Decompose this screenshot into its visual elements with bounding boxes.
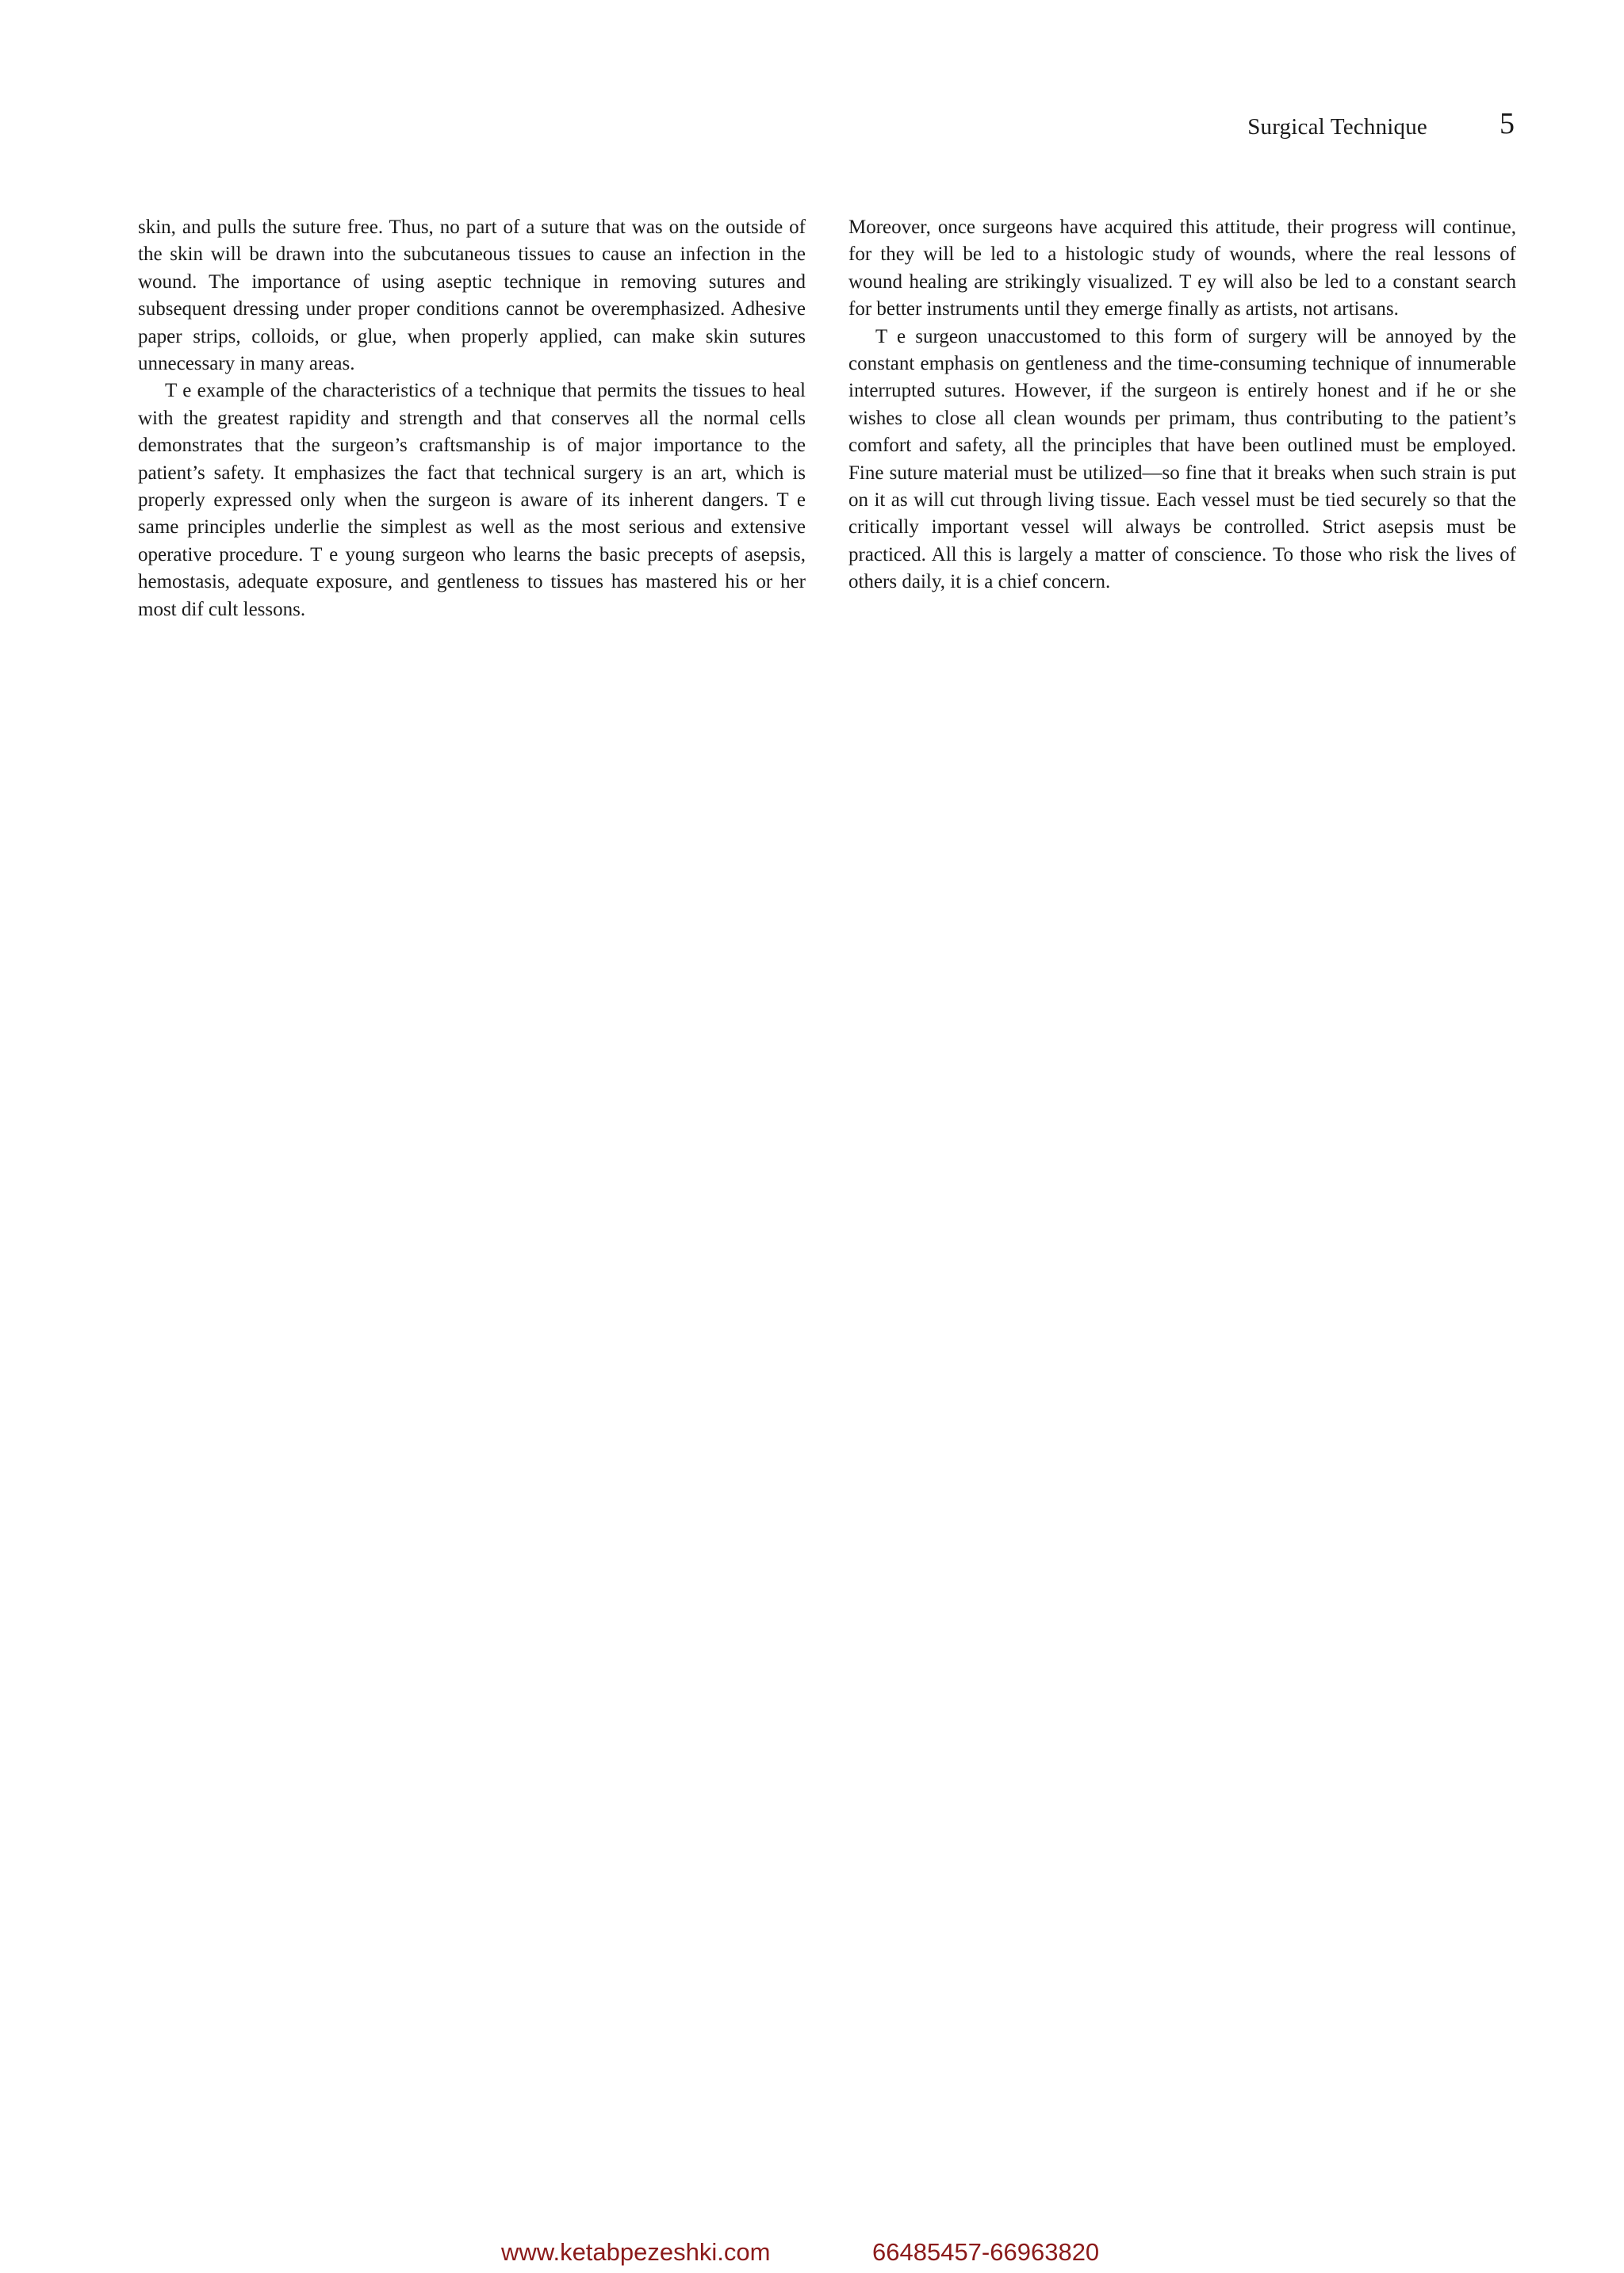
right-column: [848, 214, 1516, 596]
running-head: [1031, 109, 1515, 144]
left-paragraph-2: T e example of the characteristics of a technique that permits the tissues to heal with the greatest rapidity and strength and that conserves all the normal cells demonstrates that the surgeon’s craftsmanship is of major importance to the patient’s safety. It emphasizes the fact that technical surgery is an art, which is properly expressed only when the surgeon is aware of its inherent dangers. T e same principles underlie the simplest as well as the most serious and extensive operative procedure. T e young surgeon who learns the basic precepts of asepsis, hemostasis, adequate exposure, and gentleness to tissues has mastered his or her most dif cult lessons.: [138, 380, 806, 620]
right-paragraph-2: T e surgeon unaccustomed to this form of surgery will be annoyed by the constant emphasis on gentleness and the time-consuming technique of innumerable interrupted sutures. However, if the surgeon is entirely honest and if he or she wishes to close all clean wounds per primam, thus contributing to the patient’s comfort and safety, all the principles that have been outlined must be employed. Fine suture material must be utilized—so fine that it breaks when such strain is put on it as will cut through living tissue. Each vessel must be tied securely so that the critically important vessel will always be controlled. Strict asepsis must be practiced. All this is largely a matter of conscience. To those who risk the lives of others daily, it is a chief concern.: [848, 325, 1516, 593]
footer-contact: [0, 2238, 1624, 2267]
footer-phone-number: 66485457-66963820: [872, 2238, 1100, 2266]
running-title: Surgical Technique: [1247, 114, 1427, 140]
body-text: [138, 214, 1516, 658]
footer-website-link[interactable]: www.ketabpezeshki.com: [501, 2238, 771, 2266]
page-number: 5: [1500, 107, 1515, 140]
left-paragraph-1: skin, and pulls the suture free. Thus, no part of a suture that was on the outside of the skin will be drawn into the subcutaneous tissues to cause an infection in the wound. The importance of using aseptic technique in removing sutures and subsequent dressing under proper conditions cannot be overemphasized. Adhesive paper strips, colloids, or glue, when properly applied, can make skin sutures unnecessary in many areas.: [138, 217, 806, 375]
left-column: [138, 214, 806, 623]
right-paragraph-1: Moreover, once surgeons have acquired this attitude, their progress will continue, for they will be led to a histologic study of wounds, where the real lessons of wound healing are strikingly visualized. T ey will also be led to a constant search for better instruments until they emerge finally as artists, not artisans.: [848, 217, 1516, 320]
